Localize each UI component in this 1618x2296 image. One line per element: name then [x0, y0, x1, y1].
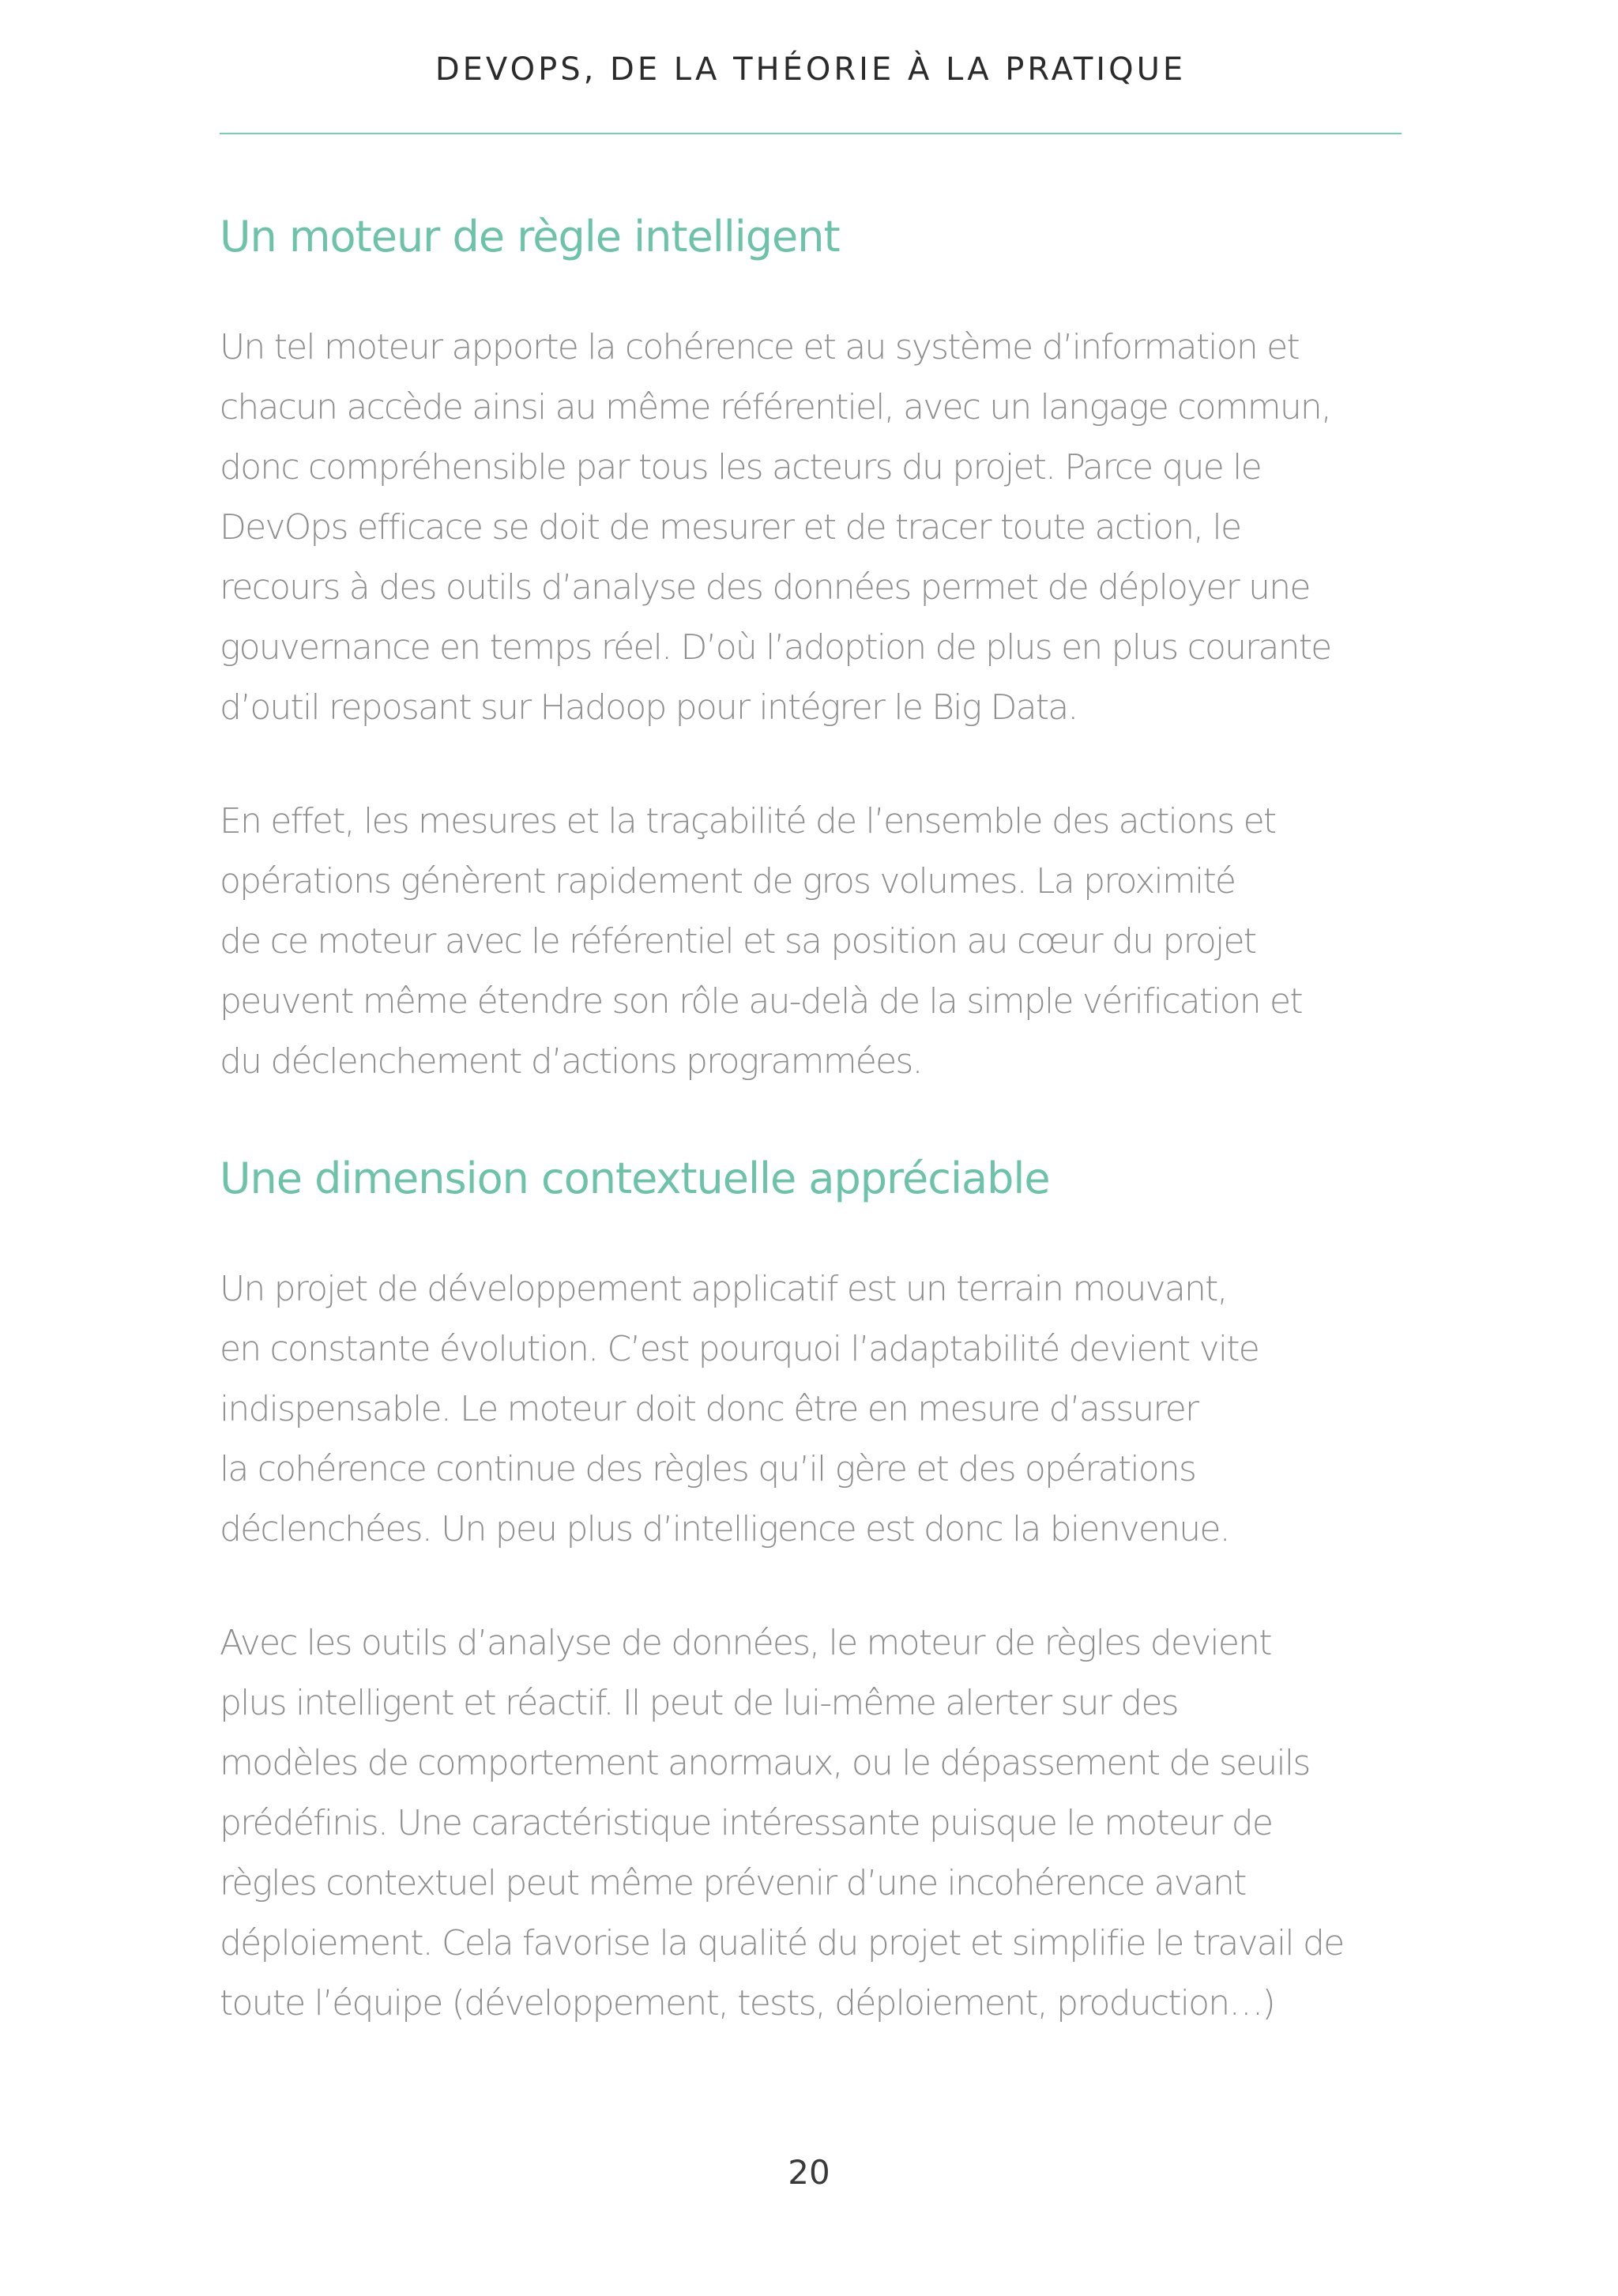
- text-line: en constante évolution. C’est pourquoi l’adaptabilité devient vite: [220, 1329, 1259, 1369]
- body-paragraph: [220, 1613, 1405, 2034]
- text-line: déploiement. Cela favorise la qualité du projet et simplifie le travail de: [220, 1923, 1344, 1963]
- body-paragraph: [220, 792, 1405, 1092]
- body-paragraph: [220, 1259, 1405, 1560]
- text-line: En effet, les mesures et la traçabilité de l’ensemble des actions et: [220, 801, 1276, 841]
- body-paragraph: [220, 318, 1405, 738]
- text-line: recours à des outils d’analyse des données permet de déployer une: [220, 567, 1310, 608]
- text-line: indispensable. Le moteur doit donc être en mesure d’assurer: [220, 1389, 1198, 1429]
- text-line: déclenchées. Un peu plus d’intelligence est donc la bienvenue.: [220, 1509, 1229, 1549]
- header-divider: [220, 133, 1402, 134]
- text-line: plus intelligent et réactif. Il peut de lui-même alerter sur des: [220, 1683, 1178, 1723]
- page-number: 20: [788, 2153, 830, 2192]
- text-line: la cohérence continue des règles qu’il gère et des opérations: [220, 1449, 1196, 1489]
- section-heading: Une dimension contextuelle appréciable: [220, 1154, 1050, 1203]
- text-line: modèles de comportement anormaux, ou le dépassement de seuils: [220, 1743, 1310, 1783]
- text-line: opérations génèrent rapidement de gros volumes. La proximité: [220, 861, 1236, 901]
- text-line: Avec les outils d’analyse de données, le moteur de règles devient: [220, 1623, 1271, 1663]
- text-line: chacun accède ainsi au même référentiel, avec un langage commun,: [220, 387, 1331, 427]
- text-line: toute l’équipe (développement, tests, déploiement, production…): [220, 1983, 1274, 2023]
- text-line: Un tel moteur apporte la cohérence et au système d’information et: [220, 327, 1299, 367]
- text-line: DevOps efficace se doit de mesurer et de tracer toute action, le: [220, 507, 1241, 548]
- text-line: du déclenchement d’actions programmées.: [220, 1041, 922, 1082]
- page-content: [220, 205, 1405, 2034]
- section-heading: Un moteur de règle intelligent: [220, 212, 840, 262]
- text-line: peuvent même étendre son rôle au-delà de la simple vérification et: [220, 981, 1302, 1022]
- text-line: donc compréhensible par tous les acteurs du projet. Parce que le: [220, 447, 1261, 487]
- text-line: d’outil reposant sur Hadoop pour intégrer le Big Data.: [220, 687, 1078, 728]
- text-line: règles contextuel peut même prévenir d’une incohérence avant: [220, 1863, 1246, 1903]
- running-header: DEVOPS, DE LA THÉORIE À LA PRATIQUE: [435, 51, 1187, 88]
- text-line: de ce moteur avec le référentiel et sa position au cœur du projet: [220, 921, 1256, 962]
- text-line: prédéfinis. Une caractéristique intéressante puisque le moteur de: [220, 1803, 1273, 1843]
- text-line: gouvernance en temps réel. D’où l’adoption de plus en plus courante: [220, 627, 1331, 668]
- text-line: Un projet de développement applicatif est un terrain mouvant,: [220, 1269, 1227, 1309]
